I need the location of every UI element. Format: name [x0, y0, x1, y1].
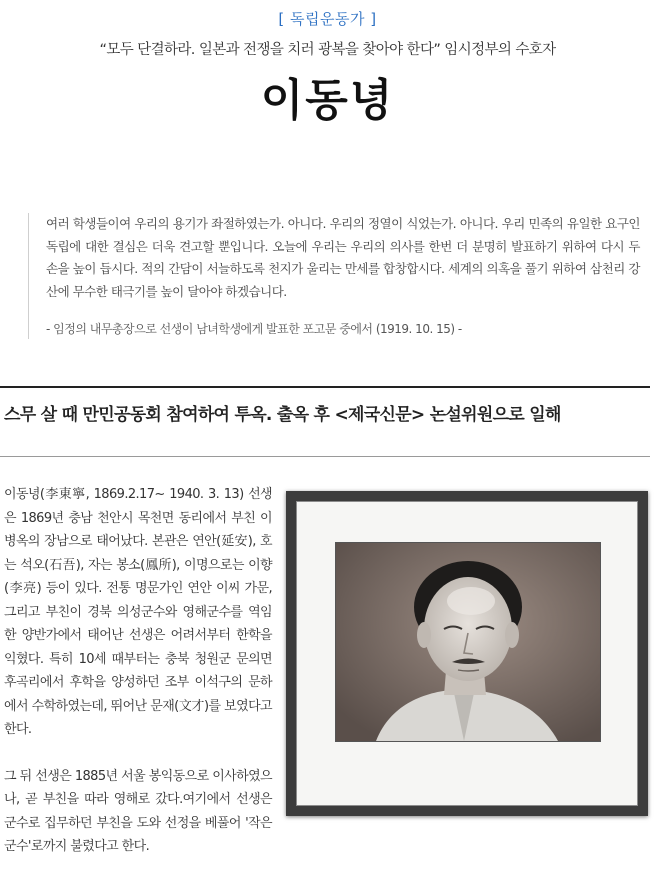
article-body — [4, 483, 272, 882]
portrait-illustration — [336, 543, 600, 741]
category-label: [ 독립운동가 ] — [278, 10, 377, 28]
portrait-photo — [335, 542, 601, 742]
page-title: 이동녕 — [260, 75, 395, 126]
section-divider — [0, 386, 650, 388]
section-heading: 스무 살 때 만민공동회 참여하여 투옥. 출옥 후 <제국신문> 논설위원으로 일해 — [4, 405, 561, 425]
heading-underline — [0, 456, 650, 457]
body-paragraph: 그 뒤 선생은 1885년 서울 봉익동으로 이사하였으나, 곧 부친을 따라 영해로 갔다.여기에서 선생은 군수로 집무하던 부친을 도와 선정을 베풀어 '작은 군수'로까지 불렸다고 한다. — [4, 768, 272, 854]
quote-source: - 임정의 내무총장으로 선생이 남녀학생에게 발표한 포고문 중에서 (1919. 10. 15) - — [46, 322, 462, 336]
quote-text: 여러 학생들이여 우리의 용기가 좌절하였는가. 아니다. 우리의 정열이 식었는가. 아니다. 우리 민족의 유일한 요구인 독립에 대한 결심은 더욱 견고할 뿐입니다. 오늘에 우리는 우리의 의사를 한번 더 분명히 발표하기 위하여 다시 두 손을 높이 듭시다. 적의 간담이 서늘하도록 천지가 울리는 만세를 합창합시다. 세계의 의혹을 풀기 위하여 삼천리 강산에 무수한 태극기를 높이 달아야 하겠습니다. — [46, 216, 640, 299]
quote-block — [28, 213, 640, 339]
subtitle-tagline: “모두 단결하라. 일본과 전쟁을 치러 광복을 찾아야 한다” 임시정부의 수호자 — [99, 42, 556, 58]
body-paragraph: 이동녕(李東寧, 1869.2.17~ 1940. 3. 13) 선생은 1869년 충남 천안시 목천면 동리에서 부친 이병옥의 장남으로 태어났다. 본관은 연안(延安), 호는 석오(石吾), 자는 봉소(鳳所), 이명으로는 이향(李亮) 등이 있다. 전통 명문가인 연안 이씨 가문, 그리고 부친이 경북 의성군수와 영해군수를 역임한 양반가에서 태어난 선생은 어려서부터 한학을 익혔다. 특히 10세 때부터는 충북 청원군 문의면 후곡리에서 후학을 양성하던 조부 이석구의 문하에서 수학하였는데, 뛰어난 문재(文才)를 보였다고 한다. — [4, 487, 272, 737]
